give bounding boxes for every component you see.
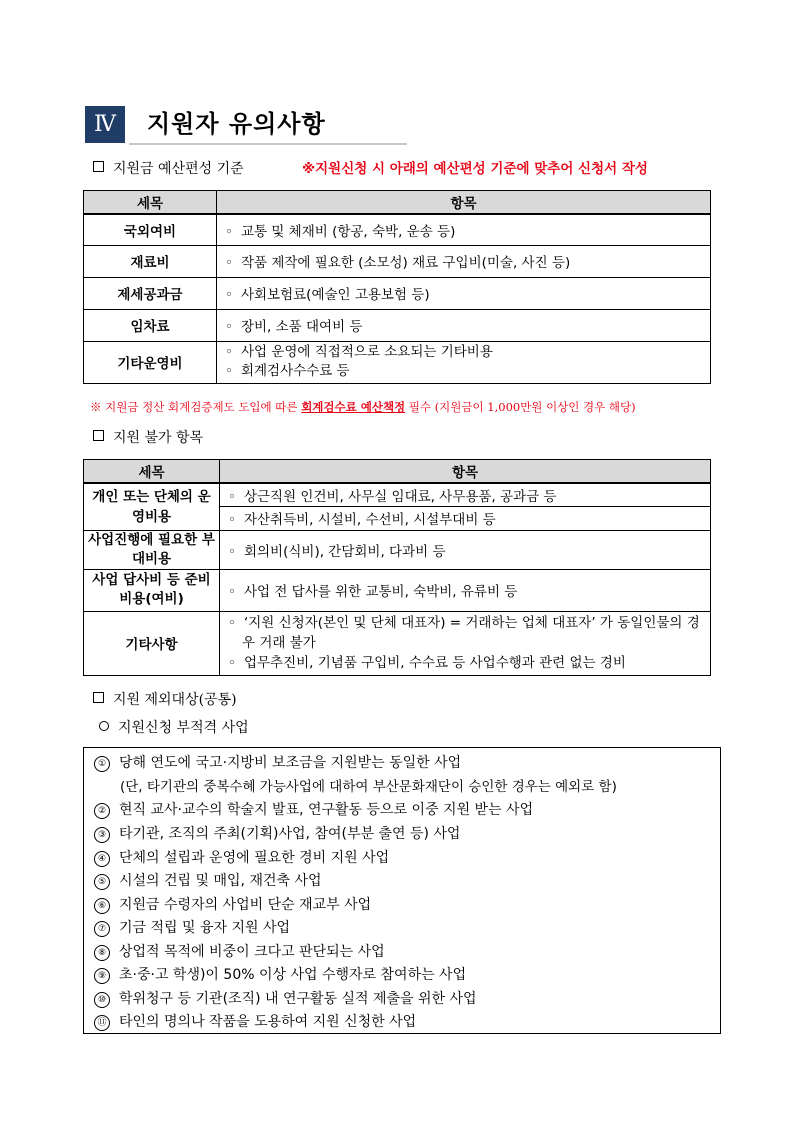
excluded-heading-row [93, 428, 203, 448]
table-row [84, 309, 711, 341]
footnote-emphasis: 회계검수료 예산책정 [301, 400, 406, 414]
list-item: ② 현직 교사·교수의 학술지 발표, 연구활동 등으로 이중 지원 받는 사업 [94, 799, 533, 819]
list-item: ① 당해 연도에 국고·지방비 보조금을 지원받는 동일한 사업 [94, 752, 461, 772]
checkbox-square-icon [93, 692, 104, 703]
exclusion-heading: 지원 제외대상(공통) [113, 692, 237, 708]
row-category: 기타사항 [84, 611, 220, 675]
table-row [84, 341, 711, 383]
list-item: ⑧ 상업적 목적에 비중이 크다고 판단되는 사업 [94, 941, 385, 961]
table-row [84, 611, 711, 675]
column-header: 항목 [220, 460, 711, 484]
row-items: ◦ 사회보험료(예술인 고용보험 등) [217, 277, 711, 309]
row-items: ◦ 교통 및 체재비 (항공, 숙박, 운송 등) [217, 214, 711, 245]
list-item: ⑦ 기금 적립 및 융자 지원 사업 [94, 917, 290, 937]
row-items: ◦ 사업 운영에 직접적으로 소요되는 기타비용 ◦ 회계검사수수료 등 [217, 341, 711, 383]
list-item: ④ 단체의 설립과 운영에 필요한 경비 지원 사업 [94, 847, 389, 867]
table-header-row [84, 191, 711, 215]
exclusion-subheading-row [99, 718, 249, 738]
list-item: ⑥ 지원금 수령자의 사업비 단순 재교부 사업 [94, 894, 371, 914]
row-items: ◦ 작품 제작에 필요한 (소모성) 재료 구입비(미술, 사진 등) [217, 245, 711, 277]
row-items: ◦ 자산취득비, 시설비, 수선비, 시설부대비 등 [220, 506, 711, 530]
section-underline [129, 143, 407, 145]
list-item: ③ 타기관, 조직의 주최(기획)사업, 참여(부분 출연 등) 사업 [94, 823, 460, 843]
row-category: 국외여비 [84, 214, 217, 245]
column-header: 세목 [84, 191, 217, 215]
table-row [84, 277, 711, 309]
exclusion-list-box [83, 747, 721, 1034]
row-category: 임차료 [84, 309, 217, 341]
table-row [84, 214, 711, 245]
budget-heading-row [93, 159, 244, 179]
budget-notice: ※지원신청 시 아래의 예산편성 기준에 맞추어 신청서 작성 [302, 161, 648, 177]
budget-footnote: ※ 지원금 정산 회계검증제도 도입에 따른 회계검수료 예산책정 필수 (지원금이 1,000만원 이상인 경우 해당) [90, 400, 636, 414]
row-category: 재료비 [84, 245, 217, 277]
exclusion-subheading: 지원신청 부적격 사업 [118, 720, 249, 736]
section-header [85, 106, 407, 146]
table-row [84, 530, 711, 569]
exclusion-heading-row [93, 690, 237, 710]
column-header: 세목 [84, 460, 220, 484]
table-header-row [84, 460, 711, 484]
table-row [84, 569, 711, 611]
column-header: 항목 [217, 191, 711, 215]
list-item: ⑪ 타인의 명의나 작품을 도용하여 지원 신청한 사업 [94, 1011, 416, 1031]
row-category: 개인 또는 단체의 운영비용 [84, 483, 220, 530]
row-items: ◦ 상근직원 인건비, 사무실 임대료, 사무용품, 공과금 등 [220, 483, 711, 506]
checkbox-square-icon [93, 430, 104, 441]
row-items: ◦ 회의비(식비), 간담회비, 다과비 등 [220, 530, 711, 569]
budget-heading: 지원금 예산편성 기준 [113, 161, 244, 177]
row-items: ◦ ‘지원 신청자(본인 및 단체 대표자) = 거래하는 업체 대표자’ 가 동일인물의 경우 거래 불가 ◦ 업무추진비, 기념품 구입비, 수수료 등 사업수행과 관련 없는 경비 [220, 611, 711, 675]
list-item: ⑤ 시설의 건립 및 매입, 재건축 사업 [94, 870, 322, 890]
hollow-circle-icon [99, 721, 109, 731]
row-category: 제세공과금 [84, 277, 217, 309]
row-category: 사업 답사비 등 준비비용(여비) [84, 569, 220, 611]
section-number: Ⅳ [85, 106, 125, 143]
list-item-note: (단, 타기관의 중복수혜 가능사업에 대하여 부산문화재단이 승인한 경우는 예외로 함) [120, 779, 617, 795]
row-category: 기타운영비 [84, 341, 217, 383]
list-item: ⑨ 초·중·고 학생)이 50% 이상 사업 수행자로 참여하는 사업 [94, 964, 466, 984]
table-row [84, 483, 711, 506]
checkbox-square-icon [93, 161, 104, 172]
row-items: ◦ 장비, 소품 대여비 등 [217, 309, 711, 341]
row-items: ◦ 사업 전 답사를 위한 교통비, 숙박비, 유류비 등 [220, 569, 711, 611]
budget-table [83, 190, 711, 384]
list-item: ⑩ 학위청구 등 기관(조직) 내 연구활동 실적 제출을 위한 사업 [94, 988, 477, 1008]
excluded-table [83, 459, 711, 676]
section-title: 지원자 유의사항 [147, 110, 326, 138]
table-row [84, 245, 711, 277]
excluded-heading: 지원 불가 항목 [113, 430, 204, 446]
row-category: 사업진행에 필요한 부대비용 [84, 530, 220, 569]
